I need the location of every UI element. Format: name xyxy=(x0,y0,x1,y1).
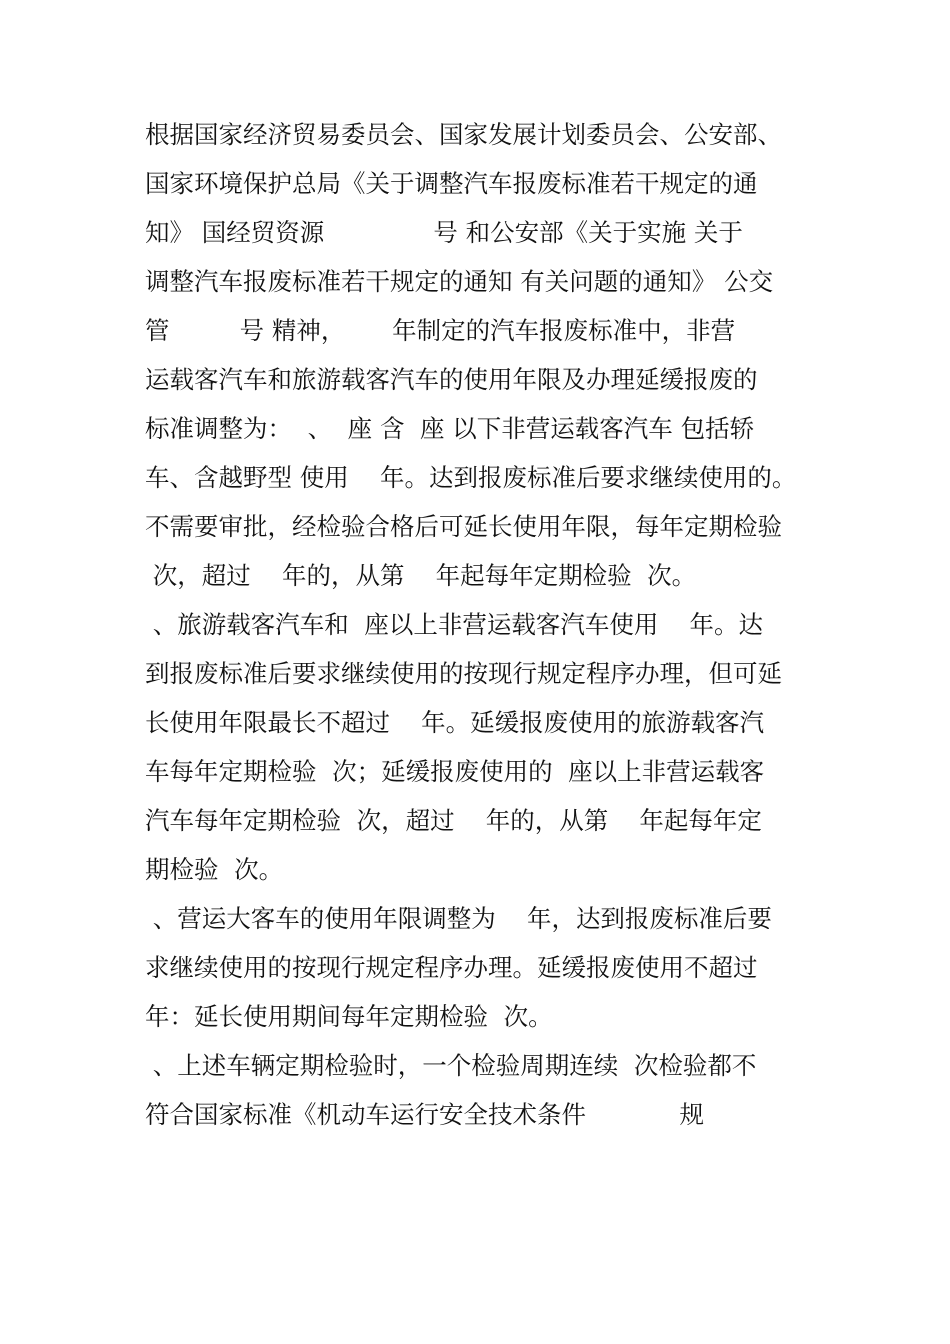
text-line: 不需要审批，经检验合格后可延长使用年限，每年定期检验 xyxy=(145,512,782,541)
text-line: 标准调整为： 、 座 含 座 以下非营运载客汽车 包括轿 xyxy=(145,414,755,443)
text-line: 车、含越野型 使用 年。达到报废标准后要求继续使用的。 xyxy=(145,463,797,492)
text-line: 调整汽车报废标准若干规定的通知 有关问题的通知》 公交 xyxy=(145,267,774,296)
text-line: 管 号 精神， 年制定的汽车报废标准中，非营 xyxy=(145,316,736,345)
text-line: 国家环境保护总局《关于调整汽车报废标准若干规定的通 xyxy=(145,169,758,198)
text-line: 运载客汽车和旅游载客汽车的使用年限及办理延缓报废的 xyxy=(145,365,758,394)
text-line: 次，超过 年的，从第 年起每年定期检验 次。 xyxy=(145,561,697,590)
text-line: 、上述车辆定期检验时，一个检验周期连续 次检验都不 xyxy=(145,1051,757,1080)
text-line: 到报废标准后要求继续使用的按现行规定程序办理，但可延 xyxy=(145,659,782,688)
text-line: 、旅游载客汽车和 座以上非营运载客汽车使用 年。达 xyxy=(145,610,764,639)
text-line: 知》 国经贸资源 号 和公安部《关于实施 关于 xyxy=(145,218,743,247)
text-line: 、营运大客车的使用年限调整为 年，达到报废标准后要 xyxy=(145,904,772,933)
text-line: 汽车每年定期检验 次，超过 年的，从第 年起每年定 xyxy=(145,806,762,835)
text-line: 根据国家经济贸易委员会、国家发展计划委员会、公安部、 xyxy=(145,120,782,149)
text-line: 年：延长使用期间每年定期检验 次。 xyxy=(145,1002,553,1031)
text-line: 求继续使用的按现行规定程序办理。延缓报废使用不超过 xyxy=(145,953,758,982)
text-line: 长使用年限最长不超过 年。延缓报废使用的旅游载客汽 xyxy=(145,708,765,737)
text-line: 符合国家标准《机动车运行安全技术条件 规 xyxy=(145,1100,704,1129)
text-line: 期检验 次。 xyxy=(145,855,284,884)
text-line: 车每年定期检验 次；延缓报废使用的 座以上非营运载客 xyxy=(145,757,765,786)
document-body xyxy=(145,110,815,1139)
